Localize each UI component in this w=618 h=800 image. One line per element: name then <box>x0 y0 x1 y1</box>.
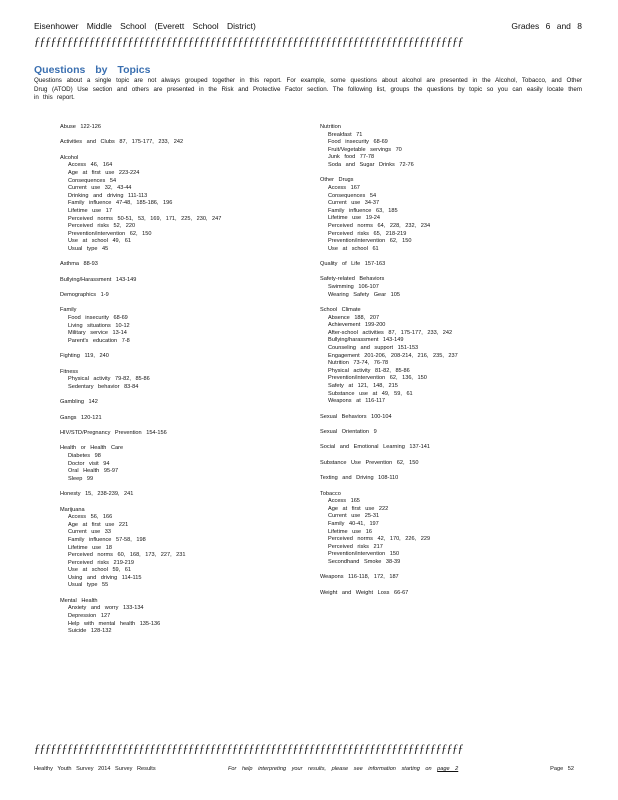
topic-title: Demographics 1-9 <box>60 292 109 299</box>
subtopic-item: Nutrition 73-74, 76-78 <box>328 360 389 367</box>
topic-group-bullying-harassment <box>60 277 300 285</box>
subtopic-item: Physical activity 81-82, 85-86 <box>328 367 410 374</box>
subtopic-item: Anxiety and worry 133-134 <box>68 605 144 612</box>
topic-title: Nutrition <box>320 124 341 130</box>
subtopic-item: Substance use at 49, 59, 61 <box>328 390 413 397</box>
subtopic-item: Help with mental health 135-136 <box>68 620 161 627</box>
subtopic-item: Prevention/intervention 150 <box>328 551 400 558</box>
topic-title: Honesty 15, 238-239, 241 <box>60 491 134 498</box>
topic-title: Substance Use Prevention 62, 150 <box>320 459 419 466</box>
footer-page-number: Page 52 <box>550 766 574 772</box>
footer-help-text: For help interpreting your results, please see information starting on <box>228 766 432 772</box>
subtopic-item: Perceived norms 50-51, 53, 169, 171, 225, 230, 247 <box>68 215 222 222</box>
topic-group-fitness <box>60 369 300 392</box>
topic-group-gambling <box>60 399 300 407</box>
subtopic-item: Access 56, 166 <box>68 514 113 521</box>
subtopic-item: Prevention/intervention 62, 150 <box>328 238 412 245</box>
topic-group-texting-and-driving <box>320 475 560 483</box>
header-school-name: Eisenhower Middle School (Everett School District) <box>34 21 256 31</box>
subtopic-item: Perceived norms 64, 228, 232, 234 <box>328 222 431 229</box>
subtopic-item: Access 165 <box>328 498 360 505</box>
topic-title: Bullying/Harassment 143-149 <box>60 276 137 283</box>
topic-title: Fitness <box>60 368 79 375</box>
topic-title: Safety-related Behaviors <box>320 276 385 283</box>
topic-title: Weight and Weight Loss 66-67 <box>320 589 409 596</box>
subtopic-item: Access 46, 164 <box>68 162 113 169</box>
subtopic-item: Perceived norms 60, 168, 173, 227, 231 <box>68 552 186 559</box>
subtopic-item: Lifetime use 19-24 <box>328 215 381 222</box>
bottom-divider: ƒƒƒƒƒƒƒƒƒƒƒƒƒƒƒƒƒƒƒƒƒƒƒƒƒƒƒƒƒƒƒƒƒƒƒƒƒƒƒƒƒƒƒƒƒƒƒƒƒƒƒƒƒƒƒƒƒƒƒƒƒƒƒƒƒƒƒƒƒƒƒƒƒƒƒƒƒƒ <box>34 741 463 755</box>
subtopic-item: Access 167 <box>328 184 360 191</box>
subtopic-item: Depression 127 <box>68 613 111 620</box>
topic-group-family <box>60 307 300 345</box>
topic-title: Weapons 116-118, 172, 187 <box>320 574 399 581</box>
subtopic-item: Swimming 106-107 <box>328 284 379 291</box>
subtopic-item: Consequences 54 <box>328 192 377 199</box>
topic-group-substance-use-prevention <box>320 460 560 468</box>
topic-title: Marijuana <box>60 506 85 513</box>
subtopic-item: Suicide 128-132 <box>68 628 112 635</box>
subtopic-item: Counseling and support 151-153 <box>328 345 419 352</box>
subtopic-item: Diabetes 98 <box>68 452 101 459</box>
subtopic-item: Usual type 55 <box>68 582 109 589</box>
topic-column-right <box>320 124 560 605</box>
subtopic-item: Consequences 54 <box>68 177 117 184</box>
topic-title: HIV/STD/Pregnancy Prevention 154-156 <box>60 429 167 436</box>
subtopic-item: Lifetime use 18 <box>68 544 112 551</box>
section-intro: Questions about a single topic are not always grouped together in this report. For example, some questions about alcohol are presented in the Alcohol, Tobacco, and Other Drug (ATOD) Use section and others are presented in the Risk and Protective Factor section. The following list, groups the questions by topic so you can easily locate them in this report. <box>34 77 582 102</box>
topic-group-honesty <box>60 491 300 499</box>
topic-title: Gambling 142 <box>60 399 98 406</box>
topic-group-school-climate <box>320 307 560 406</box>
topic-title: Mental Health <box>60 597 98 604</box>
subtopic-item: Current use 25-31 <box>328 513 380 520</box>
subtopic-item: Secondhand Smoke 38-39 <box>328 558 401 565</box>
subtopic-item: Soda and Sugar Drinks 72-76 <box>328 161 414 168</box>
topic-group-sexual-orientation <box>320 429 560 437</box>
subtopic-item: Use at school 61 <box>328 245 379 252</box>
footer-page-link[interactable]: page 2 <box>437 766 459 772</box>
subtopic-item: Military service 13-14 <box>68 330 127 337</box>
subtopic-item: Current use 33 <box>68 529 112 536</box>
subtopic-item: Age at first use 223-224 <box>68 169 140 176</box>
subtopic-item: Perceived risks 52, 220 <box>68 223 136 230</box>
subtopic-item: Fruit/Vegetable servings 70 <box>328 146 402 153</box>
subtopic-item: Sedentary behavior 83-84 <box>68 383 139 390</box>
top-divider: ƒƒƒƒƒƒƒƒƒƒƒƒƒƒƒƒƒƒƒƒƒƒƒƒƒƒƒƒƒƒƒƒƒƒƒƒƒƒƒƒƒƒƒƒƒƒƒƒƒƒƒƒƒƒƒƒƒƒƒƒƒƒƒƒƒƒƒƒƒƒƒƒƒƒƒƒƒƒ <box>34 34 463 48</box>
topic-group-quality-of-life <box>320 261 560 269</box>
topic-title: Quality of Life 157-163 <box>320 261 386 268</box>
topic-title: Sexual Orientation 9 <box>320 428 377 435</box>
subtopic-item: Food insecurity 68-69 <box>328 139 388 146</box>
subtopic-item: Usual type 45 <box>68 245 109 252</box>
topic-group-abuse <box>60 124 300 132</box>
section-title: Questions by Topics <box>34 64 151 76</box>
subtopic-item: Current use 34-37 <box>328 200 380 207</box>
topic-group-weight-and-weight-loss <box>320 590 560 598</box>
subtopic-item: Oral Health 95-97 <box>68 468 119 475</box>
topic-group-asthma <box>60 261 300 269</box>
topic-group-weapons <box>320 574 560 582</box>
subtopic-item: Current use 32, 43-44 <box>68 185 132 192</box>
subtopic-item: Weapons at 116-117 <box>328 398 386 405</box>
topic-group-alcohol <box>60 155 300 254</box>
subtopic-item: Drinking and driving 111-113 <box>68 192 148 199</box>
subtopic-item: Breakfast 71 <box>328 131 363 138</box>
topic-group-gangs <box>60 415 300 423</box>
topic-title: Abuse 122-126 <box>60 124 101 130</box>
subtopic-item: Doctor visit 94 <box>68 460 110 467</box>
footer-survey-name: Healthy Youth Survey 2014 Survey Results <box>34 766 156 772</box>
topic-title: Alcohol <box>60 154 79 161</box>
topic-title: Texting and Driving 108-110 <box>320 475 399 482</box>
footer-help-note <box>228 766 458 772</box>
subtopic-item: Use at school 59, 61 <box>68 567 131 574</box>
subtopic-item: Absence 188, 207 <box>328 314 380 321</box>
topic-group-safety-related-behaviors <box>320 276 560 299</box>
subtopic-item: Physical activity 79-82, 85-86 <box>68 376 150 383</box>
topic-group-social-and-emotional-learning <box>320 444 560 452</box>
topic-title: Activities and Clubs 87, 175-177, 233, 242 <box>60 139 184 146</box>
topic-column-left <box>60 124 300 644</box>
topic-group-health-or-health-care <box>60 445 300 483</box>
topic-group-mental-health <box>60 598 300 636</box>
subtopic-item: Family 40-41, 197 <box>328 520 379 527</box>
topic-title: Tobacco <box>320 490 341 497</box>
subtopic-item: Age at first use 222 <box>328 505 389 512</box>
topic-title: Gangs 120-121 <box>60 414 102 421</box>
subtopic-item: Perceived norms 42, 170, 226, 229 <box>328 536 431 543</box>
subtopic-item: Family influence 63, 185 <box>328 207 398 214</box>
topic-group-activities-and-clubs <box>60 139 300 147</box>
header-grades: Grades 6 and 8 <box>511 21 582 31</box>
subtopic-item: Living situations 10-12 <box>68 322 130 329</box>
subtopic-item: Safety at 121, 148, 215 <box>328 383 398 389</box>
topic-title: School Climate <box>320 307 361 314</box>
subtopic-item: Family influence 57-58, 198 <box>68 536 146 543</box>
subtopic-item: Perceived risks 217 <box>328 543 383 550</box>
topic-title: Other Drugs <box>320 177 354 184</box>
subtopic-item: Age at first use 221 <box>68 521 129 528</box>
topic-group-sexual-behaviors <box>320 414 560 422</box>
topic-group-demographics <box>60 292 300 300</box>
subtopic-item: Perceived risks 65, 218-219 <box>328 230 407 237</box>
subtopic-item: Parent's education 7-8 <box>68 337 130 344</box>
subtopic-item: Family influence 47-48, 185-186, 196 <box>68 200 173 207</box>
subtopic-item: Sleep 99 <box>68 475 94 482</box>
subtopic-item: Using and driving 114-115 <box>68 574 142 581</box>
subtopic-item: After-school activities 87, 175-177, 233, 242 <box>328 329 453 336</box>
subtopic-item: Junk food 77-78 <box>328 154 375 161</box>
subtopic-item: Use at school 49, 61 <box>68 238 131 245</box>
subtopic-item: Lifetime use 16 <box>328 528 372 535</box>
topic-title: Asthma 88-93 <box>60 261 98 268</box>
subtopic-item: Prevention/intervention 62, 150 <box>68 230 152 237</box>
topic-group-hiv-std-pregnancy-prevention <box>60 430 300 438</box>
topic-title: Fighting 119, 240 <box>60 353 109 360</box>
topic-title: Social and Emotional Learning 137-141 <box>320 444 430 451</box>
subtopic-item: Bullying/harassment 143-149 <box>328 337 404 344</box>
subtopic-item: Prevention/intervention 62, 136, 150 <box>328 375 427 382</box>
topic-title: Health or Health Care <box>60 445 124 452</box>
subtopic-item: Wearing Safety Gear 105 <box>328 291 401 298</box>
topic-group-nutrition <box>320 124 560 170</box>
topic-title: Sexual Behaviors 100-104 <box>320 413 392 420</box>
subtopic-item: Lifetime use 17 <box>68 207 112 214</box>
topic-title: Family <box>60 307 77 314</box>
topic-group-other-drugs <box>320 177 560 253</box>
subtopic-item: Engagement 201-206, 208-214, 216, 235, 237 <box>328 352 458 359</box>
topic-group-tobacco <box>320 491 560 567</box>
subtopic-item: Achievement 199-200 <box>328 322 386 329</box>
topic-group-fighting <box>60 353 300 361</box>
subtopic-item: Food insecurity 68-69 <box>68 315 128 322</box>
topic-group-marijuana <box>60 507 300 591</box>
subtopic-item: Perceived risks 219-219 <box>68 559 135 566</box>
